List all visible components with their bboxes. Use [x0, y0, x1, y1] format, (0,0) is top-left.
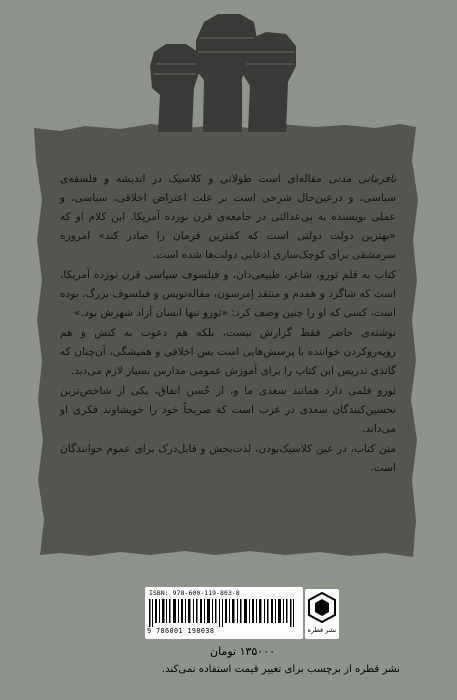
blurb-paragraph-2: کتاب به قلم ثورو، شاعر، طبیعی‌دان، و فیلسوف سیاسی قرن نوزده آمریکا، است که شاگرد و همدم و منتقد اِمرسون، مقاله‌نویس و فیلسوف بزرگ، بوده است، کسی که او را چنین وصف کرد: «ثورو تنها انسان آزاد شهرش بود.»	[60, 269, 396, 319]
back-cover-blurb	[60, 170, 396, 479]
book-title-mention: نافرمانی مدنی	[328, 173, 396, 185]
blurb-paragraph-3: نوشته‌ی حاضر فقط گزارش نیست، بلکه هم دعوت به کنش و هم رویه‌روکردن خواننده با پرسش‌هایی است بس اخلاقی و همیشگی، آن‌چنان که گاندی تدریس این کتاب را برای آموزش عمومی مدارس بسیار لازم می‌دید.	[60, 327, 396, 377]
blurb-paragraph-1: نافرمانی مدنی مقاله‌ای است طولانی و کلاسیک در اندیشه و فلسفه‌ی سیاسی، و درعین‌حال شرحی است بر علت اعتراض اخلاقی، سیاسی، و عملی نویسنده به بی‌عدالتی در جامعه‌ی قرن نوزده آمریکا. این کلام او که «بهترین دولت دولتی است که کمترین فرمان را صادر کند» امروزه سرمشقی برای کوچک‌سازی ادعایی دولت‌ها شده است.	[60, 173, 396, 261]
publisher-logo-label: نشر قطره	[307, 626, 337, 634]
raised-fist-icon	[150, 14, 296, 132]
publisher-logo-icon	[305, 589, 339, 625]
publisher-logo	[305, 589, 339, 639]
price-notice: نشر قطره از برچسب برای تغییر قیمت استفاده نمی‌کند.	[161, 664, 400, 675]
barcode-box	[145, 587, 303, 639]
barcode-digits: 9 786001 198038	[147, 627, 215, 635]
blurb-paragraph-5: متن کتاب، در عین کلاسیک‌بودن، لذت‌بخش و قابل‌درک برای عموم خوانندگان است.	[60, 443, 396, 474]
barcode-icon	[149, 599, 299, 627]
blurb-paragraph-4: ثورو قلمی دارد همانند سعدی ما و، از حُسن اتفاق، یکی از شاخص‌ترین تحسین‌کنندگان سعدی در غرب است که صریحاً خود را خویشاوند فکری او می‌داند.	[60, 385, 396, 435]
isbn-label: ISBN: 978-600-119-803-8	[149, 589, 240, 597]
price-label: ۱۳۵۰۰۰ تومان	[210, 645, 276, 658]
